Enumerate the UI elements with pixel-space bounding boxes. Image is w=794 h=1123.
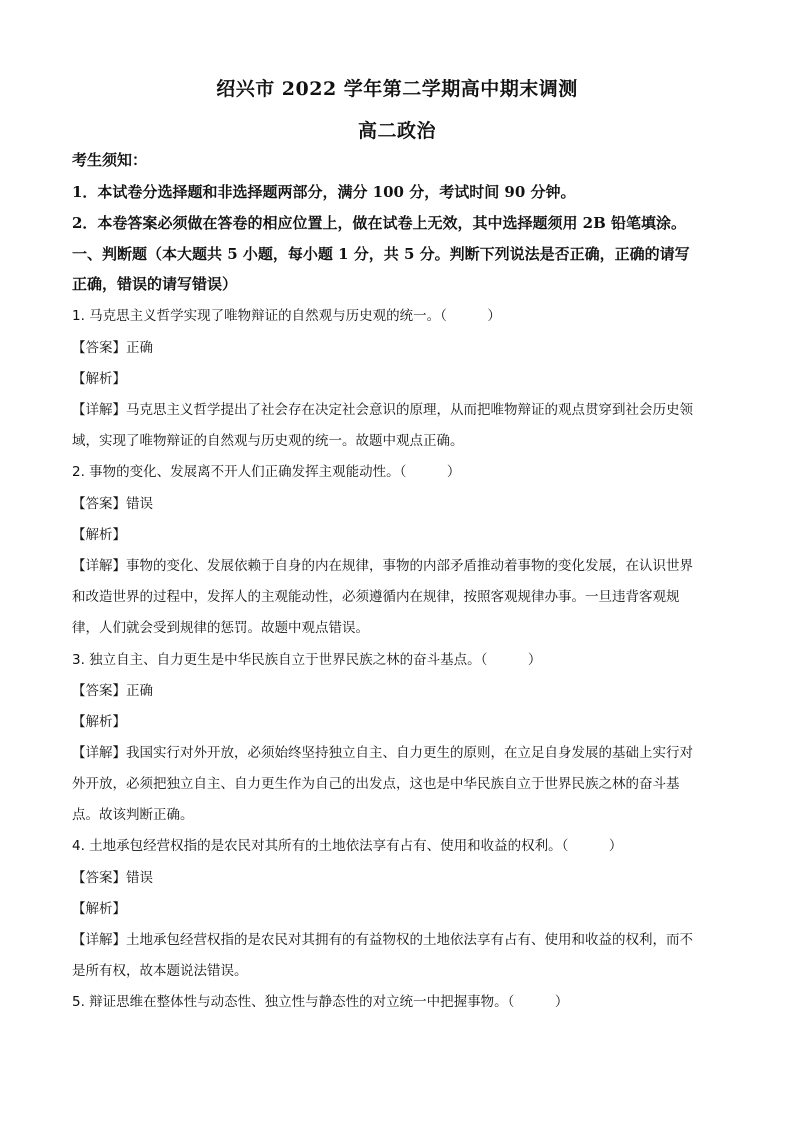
question-text: 4. 土地承包经营权指的是农民对其所有的土地依法享有占有、使用和收益的权利。（ ） (72, 838, 623, 854)
answer-line: 【答案】正确 (72, 340, 153, 356)
section-heading-continued: 正确，错误的请写错误） (72, 275, 238, 293)
detail-text: 和改造世界的过程中，发挥人的主观能动性，必须遵循内在规律，按照客观规律办事。一旦违背客观规 (72, 589, 680, 605)
notice-item: 1．本试卷分选择题和非选择题两部分，满分 100 分，考试时间 90 分钟。 (72, 183, 576, 201)
answer-line: 【答案】正确 (72, 683, 153, 699)
analysis-label: 【解析】 (72, 901, 126, 917)
detail-text: 是所有权，故本题说法错误。 (72, 963, 248, 979)
answer-line: 【答案】错误 (72, 496, 153, 512)
answer-line: 【答案】错误 (72, 870, 153, 886)
analysis-label: 【解析】 (72, 527, 126, 543)
notice-item: 2．本卷答案必须做在答卷的相应位置上，做在试卷上无效，其中选择题须用 2B 铅笔填涂。 (72, 214, 687, 232)
analysis-label: 【解析】 (72, 371, 126, 387)
document-title: 绍兴市 2022 学年第二学期高中期末调测 (216, 78, 578, 100)
detail-text: 【详解】我国实行对外开放，必须始终坚持独立自主、自力更生的原则，在立足自身发展的基础上实行对 (72, 745, 693, 761)
detail-text: 【详解】马克思主义哲学提出了社会存在决定社会意识的原理，从而把唯物辩证的观点贯穿到社会历史领 (72, 402, 693, 418)
detail-text: 外开放，必须把独立自主、自力更生作为自己的出发点，这也是中华民族自立于世界民族之林的奋斗基 (72, 776, 680, 792)
detail-text: 律，人们就会受到规律的惩罚。故题中观点错误。 (72, 620, 369, 636)
document-subtitle: 高二政治 (357, 120, 436, 142)
notice-heading: 考生须知： (72, 151, 148, 169)
question-text: 5. 辩证思维在整体性与动态性、独立性与静态性的对立统一中把握事物。（ ） (72, 994, 569, 1010)
detail-text: 【详解】土地承包经营权指的是农民对其拥有的有益物权的土地依法享有占有、使用和收益的权利，而不 (72, 932, 693, 948)
detail-text: 点。故该判断正确。 (72, 807, 194, 823)
question-text: 2. 事物的变化、发展离不开人们正确发挥主观能动性。（ ） (72, 464, 461, 480)
detail-text: 域，实现了唯物辩证的自然观与历史观的统一。故题中观点正确。 (72, 433, 464, 449)
section-heading: 一、判断题（本大题共 5 小题，每小题 1 分，共 5 分。判断下列说法是否正确，正确的请写 (72, 245, 690, 263)
analysis-label: 【解析】 (72, 714, 126, 730)
question-text: 3. 独立自主、自力更生是中华民族自立于世界民族之林的奋斗基点。（ ） (72, 652, 542, 668)
detail-text: 【详解】事物的变化、发展依赖于自身的内在规律，事物的内部矛盾推动着事物的变化发展，在认识世界 (72, 558, 693, 574)
question-text: 1. 马克思主义哲学实现了唯物辩证的自然观与历史观的统一。（ ） (72, 308, 501, 324)
